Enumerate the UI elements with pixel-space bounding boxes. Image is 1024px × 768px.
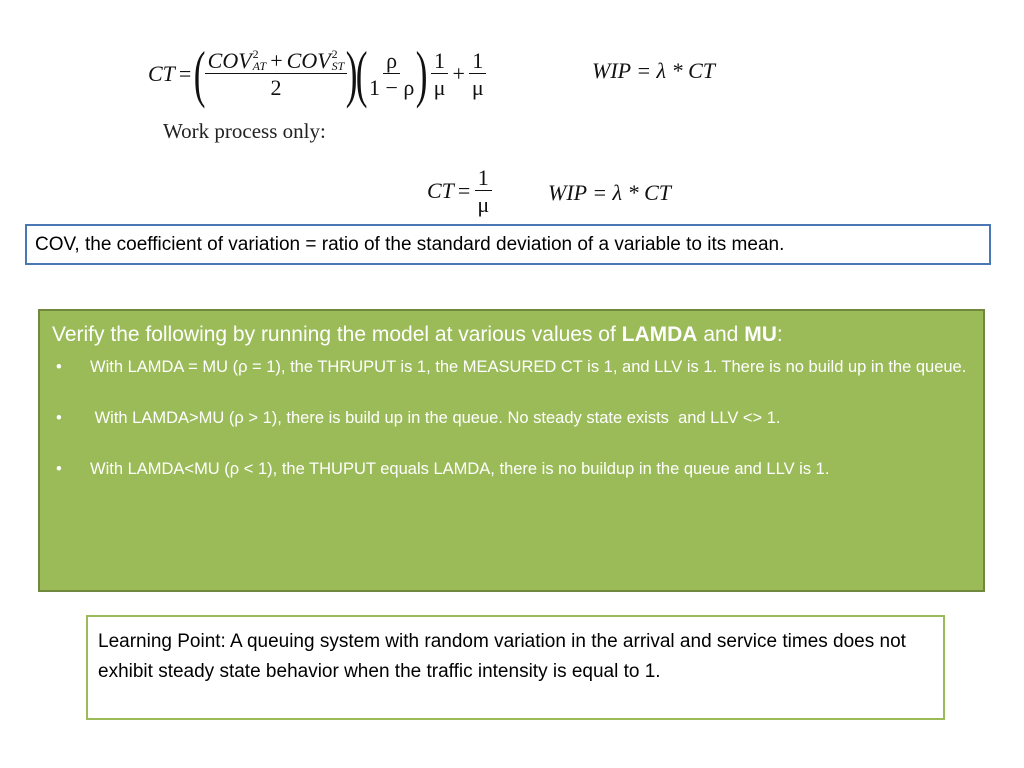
- bullet-dot: •: [56, 409, 62, 427]
- learning-point-text: Learning Point: A queuing system with random variation in the arrival and service times does not exhibit steady state behavior when the traffic intensity is equal to 1.: [98, 631, 906, 682]
- one-numerator-work: 1: [475, 166, 492, 191]
- mu-denominator-work: μ: [477, 192, 490, 217]
- cov-st: COV: [286, 47, 331, 73]
- mu-denominator-2: μ: [471, 75, 484, 100]
- cov-at-sub: AT: [252, 59, 267, 74]
- bullet-dot: •: [56, 358, 62, 376]
- one-over-mu-fraction: [431, 49, 449, 99]
- equals-sign: =: [178, 61, 192, 86]
- one-numerator: 1: [431, 49, 448, 74]
- rho-denominator: 1 − ρ: [368, 75, 415, 100]
- cov-note-box: [25, 224, 991, 265]
- left-paren: (: [194, 38, 206, 109]
- learning-point-box: [86, 615, 945, 720]
- verify-bullet-1: [52, 355, 969, 379]
- cov-at-sup: 2: [252, 47, 259, 62]
- cov-note-text: COV, the coefficient of variation = ratio of the standard deviation of a variable to its mean.: [35, 234, 785, 255]
- ct-lhs: CT: [148, 61, 175, 86]
- cov-denominator: 2: [270, 75, 282, 101]
- one-over-mu-work: [474, 166, 492, 216]
- one-over-mu-fraction-2: [469, 49, 487, 99]
- cov-at: COV: [207, 47, 252, 73]
- ct-equation: [148, 34, 487, 114]
- plus-sign-2: +: [452, 61, 465, 86]
- ct-work-lhs: CT: [427, 178, 454, 203]
- cov-st-sub: ST: [331, 59, 345, 74]
- rho-numerator: ρ: [383, 49, 400, 74]
- mu-bold: MU: [744, 323, 777, 346]
- one-numerator-2: 1: [469, 49, 486, 74]
- rho-fraction: [366, 49, 417, 99]
- wip-equation: WIP = λ * CT: [592, 58, 715, 83]
- verify-heading: Verify the following by running the model at various values of LAMDA and MU:: [52, 323, 783, 346]
- bullet-text: With LAMDA>MU (ρ > 1), there is build up in the queue. No steady state exists and LLV <> 1.: [90, 409, 781, 427]
- lamda-bold: LAMDA: [621, 323, 698, 346]
- right-paren-2: ): [416, 38, 428, 109]
- verify-box: [38, 309, 985, 592]
- wip-work-equation: WIP = λ * CT: [548, 180, 671, 205]
- cov-fraction: [205, 48, 348, 99]
- mu-denominator: μ: [433, 75, 446, 100]
- bullet-text: With LAMDA = MU (ρ = 1), the THRUPUT is 1, the MEASURED CT is 1, and LLV is 1. There is no build up in the queue.: [90, 358, 967, 376]
- bullet-dot: •: [56, 460, 62, 478]
- verify-bullet-2: [52, 406, 969, 430]
- bullet-text: With LAMDA<MU (ρ < 1), the THUPUT equals LAMDA, there is no buildup in the queue and LLV is 1.: [90, 460, 830, 478]
- left-paren-2: (: [355, 38, 368, 109]
- equals-sign-work: =: [457, 178, 471, 203]
- ct-work-equation: [427, 163, 492, 219]
- cov-st-sup: 2: [331, 47, 338, 62]
- verify-bullet-3: [52, 457, 969, 481]
- plus-sign: +: [270, 47, 283, 73]
- work-process-label: Work process only:: [163, 119, 326, 143]
- right-paren: ): [346, 38, 358, 109]
